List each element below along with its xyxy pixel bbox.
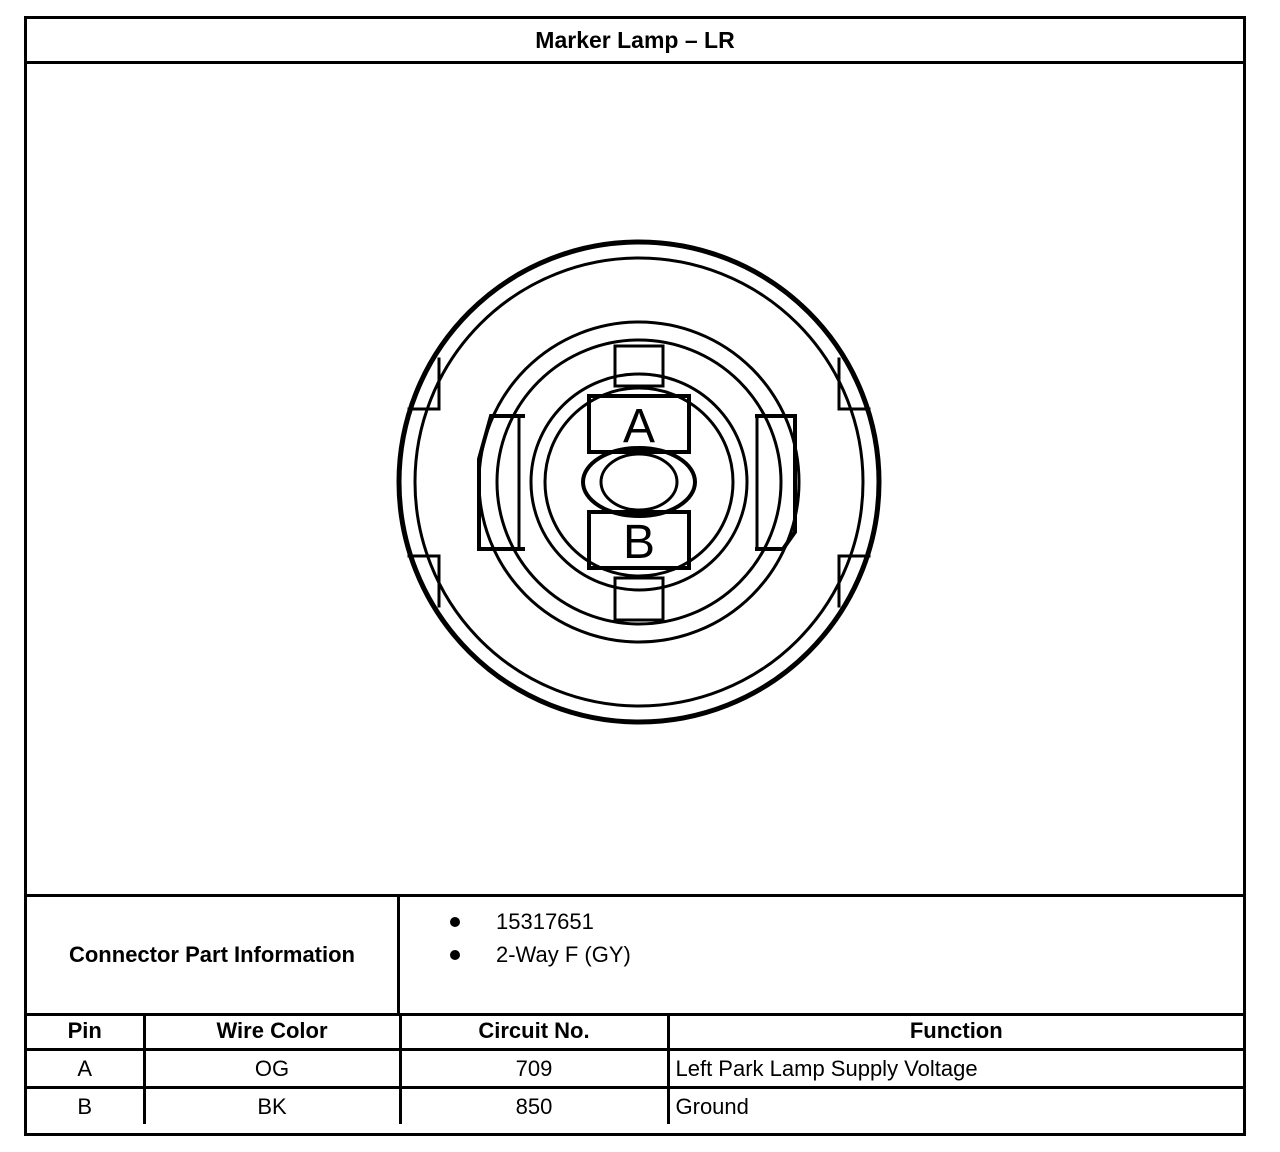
connector-diagram <box>27 64 1243 894</box>
cell-circuit: 850 <box>400 1088 668 1125</box>
cell-wire-color: OG <box>144 1050 400 1088</box>
table-row <box>27 1088 1243 1125</box>
part-number: 15317651 <box>496 909 594 934</box>
middle-inner-ring <box>497 340 781 624</box>
table-header-row <box>27 1013 1243 1050</box>
cell-pin: A <box>27 1050 144 1088</box>
connector-part-info <box>27 894 1243 1016</box>
header-wire-color: Wire Color <box>144 1013 400 1050</box>
part-info-item <box>450 907 594 937</box>
part-info-label: Connector Part Information <box>27 897 400 1013</box>
bottom-key <box>615 578 663 620</box>
part-info-item <box>450 940 631 970</box>
cell-wire-color: BK <box>144 1088 400 1125</box>
top-key <box>615 346 663 386</box>
page-title: Marker Lamp – LR <box>27 19 1243 64</box>
connector-sheet <box>24 16 1246 1136</box>
header-pin: Pin <box>27 1013 144 1050</box>
connector-face-drawing <box>27 64 1243 894</box>
bullet-icon <box>450 917 460 927</box>
cell-function: Ground <box>668 1088 1243 1125</box>
pin-label-b: B <box>622 516 656 569</box>
pin-table <box>27 1013 1243 1124</box>
connector-description: 2-Way F (GY) <box>496 942 631 967</box>
right-tab <box>757 416 795 549</box>
middle-ring <box>479 322 799 642</box>
part-info-list <box>400 897 1243 1013</box>
pin-label-a: A <box>622 400 656 453</box>
outer-ring <box>399 242 879 722</box>
header-circuit: Circuit No. <box>400 1013 668 1050</box>
bullet-icon <box>450 950 460 960</box>
table-row <box>27 1050 1243 1088</box>
cell-function: Left Park Lamp Supply Voltage <box>668 1050 1243 1088</box>
cell-circuit: 709 <box>400 1050 668 1088</box>
center-oval-inner <box>601 454 677 510</box>
cell-pin: B <box>27 1088 144 1125</box>
header-function: Function <box>668 1013 1243 1050</box>
